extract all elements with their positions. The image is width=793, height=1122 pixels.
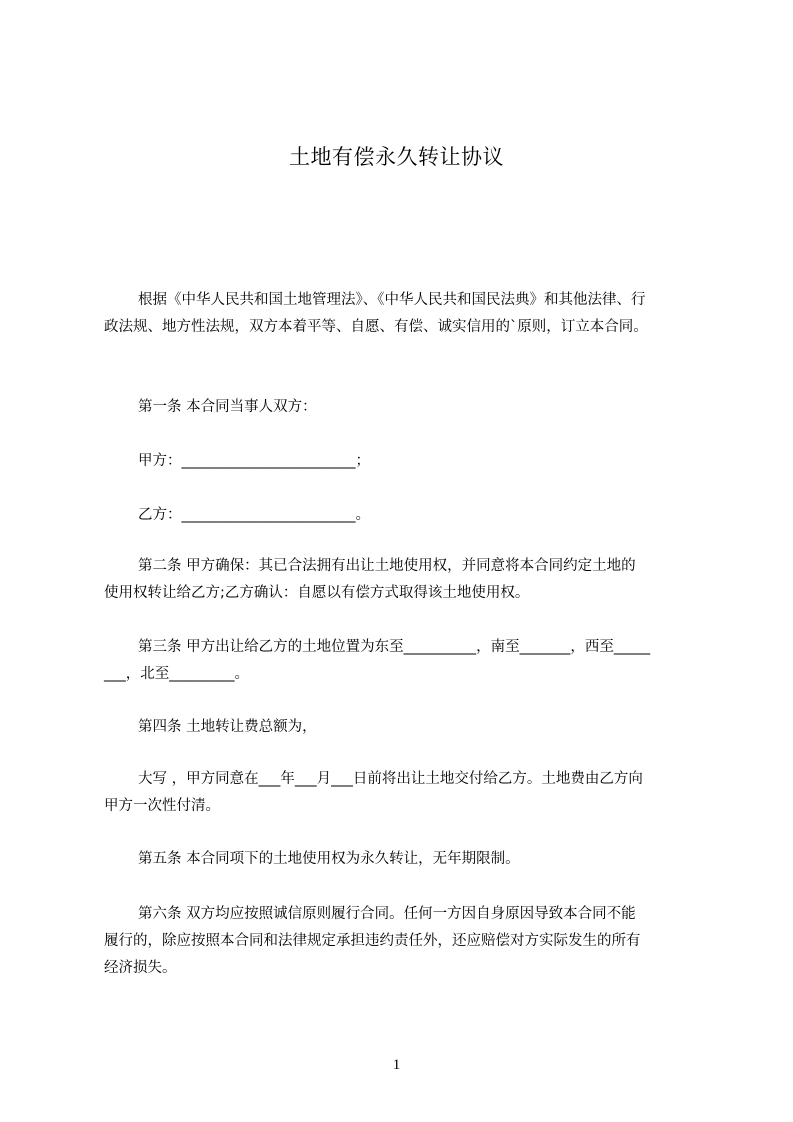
paragraph-line: 第一条 本合同当事人双方： (138, 399, 317, 415)
paragraph-line: 第五条 本合同项下的土地使用权为永久转让，无年期限制。 (138, 851, 520, 867)
paragraph-line: ___，北至_________。 (104, 666, 249, 682)
paragraph-line: 根据《中华人民共和国土地管理法》、《中华人民共和国民法典》和其他法律、行 (138, 292, 646, 308)
paragraph-line: 第六条 双方均应按照诚信原则履行合同。任何一方因自身原因导致本合同不能 (138, 906, 636, 922)
article-5-paragraph (104, 846, 700, 873)
paragraph-line: 履行的，除应按照本合同和法律规定承担违约责任外，还应赔偿对方实际发生的所有 (104, 933, 641, 949)
paragraph-line: 乙方：________________________。 (138, 507, 370, 523)
article-1-heading (104, 394, 700, 421)
paragraph-line: 甲方：________________________； (138, 453, 370, 469)
party-b-field (104, 502, 700, 529)
paragraph-line: 第三条 甲方出让给乙方的土地位置为东至__________，南至_______，西至_____ (138, 639, 651, 655)
paragraph-line: 大写 ，甲方同意在___年___月___日前将出让土地交付给乙方。土地费由乙方向 (138, 771, 643, 787)
document-title: 土地有偿永久转让协议 (289, 145, 504, 169)
paragraph-line: 第四条 土地转让费总额为， (138, 719, 317, 735)
paragraph-line: 第二条 甲方确保：其已合法拥有出让土地使用权，并同意将本合同约定土地的 (138, 558, 636, 574)
preamble-paragraph (104, 287, 700, 341)
article-4-paragraph (104, 714, 700, 741)
page-number: 1 (392, 1057, 401, 1073)
article-2-paragraph (104, 553, 700, 607)
paragraph-line: 使用权转让给乙方;乙方确认：自愿以有偿方式取得该土地使用权。 (104, 585, 530, 601)
article-6-paragraph (104, 901, 700, 982)
payment-paragraph (104, 766, 700, 820)
paragraph-line: 政法规、地方性法规，双方本着平等、自愿、有偿、诚实信用的`原则，订立本合同。 (104, 319, 648, 335)
paragraph-line: 经济损失。 (104, 960, 177, 976)
article-3-paragraph (104, 634, 700, 688)
paragraph-line: 甲方一次性付清。 (104, 798, 220, 814)
party-a-field (104, 448, 700, 475)
